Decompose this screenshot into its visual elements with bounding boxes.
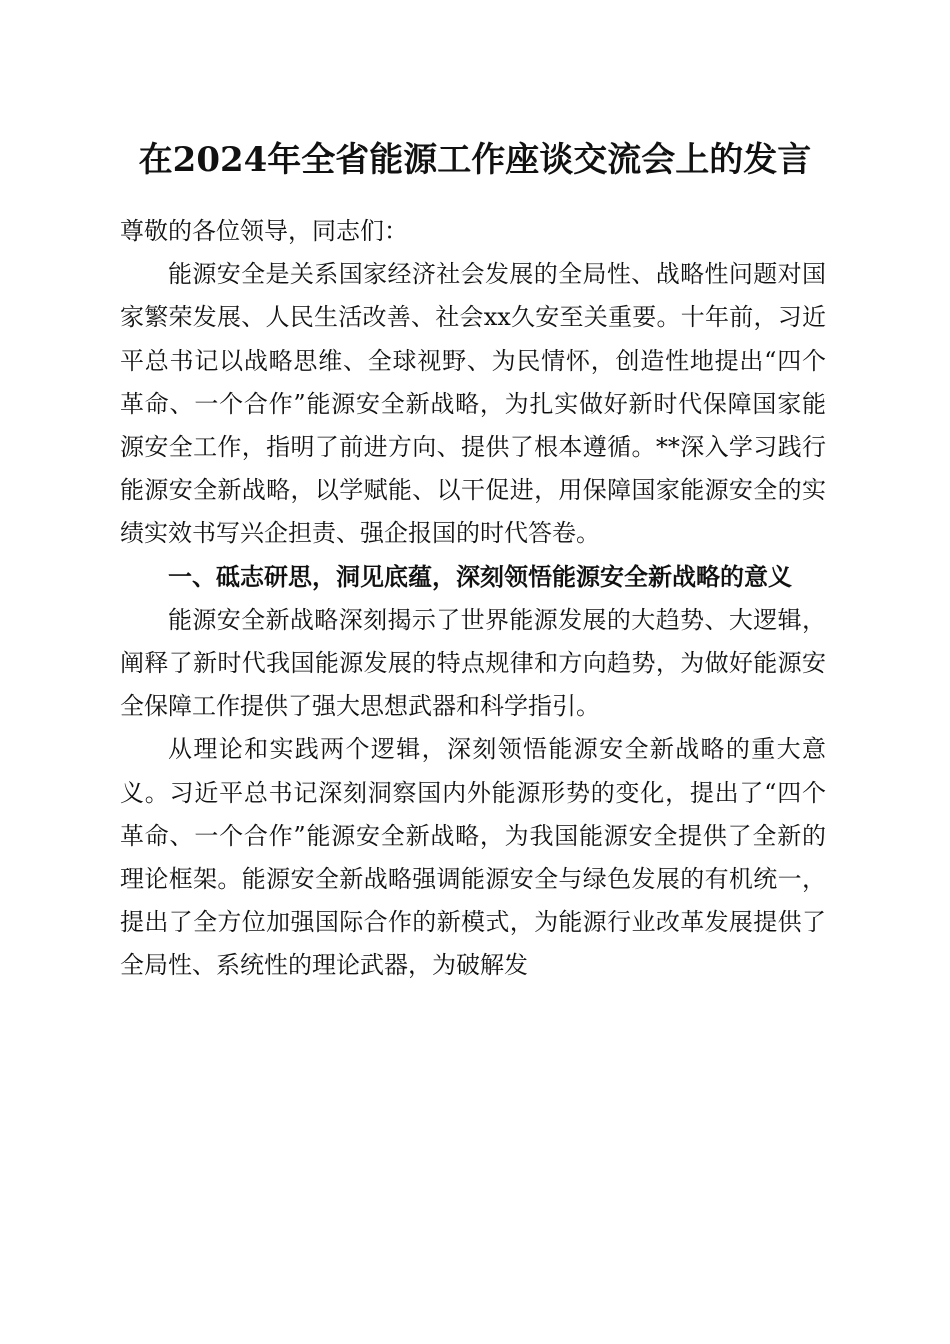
section-heading: 一、砥志研思，洞见底蕴，深刻领悟能源安全新战略的意义 bbox=[168, 562, 792, 591]
document-title: 在2024年全省能源工作座谈交流会上的发言 bbox=[138, 140, 812, 180]
salutation: 尊敬的各位领导，同志们： bbox=[120, 217, 408, 245]
section-paragraph: 从理论和实践两个逻辑，深刻领悟能源安全新战略的重大意义。习近平总书记深刻洞察国内外能源形势的变化，提出了“四个革命、一个合作”能源安全新战略，为我国能源安全提供了全新的理论框架。能源安全新战略强调能源安全与绿色发展的有机统一，提出了全方位加强国际合作的新模式，为能源行业改革发展提供了全局性、系统性的理论武器，为破解发 bbox=[120, 735, 826, 980]
intro-paragraph: 能源安全是关系国家经济社会发展的全局性、战略性问题对国家繁荣发展、人民生活改善、社会xx久安至关重要。十年前，习近平总书记以战略思维、全球视野、为民情怀，创造性地提出“四个革命、一个合作”能源安全新战略，为扎实做好新时代保障国家能源安全工作，指明了前进方向、提供了根本遵循。**深入学习践行能源安全新战略，以学赋能、以干促进，用保障国家能源安全的实绩实效书写兴企担责、强企报国的时代答卷。 bbox=[120, 260, 826, 548]
section-paragraph: 能源安全新战略深刻揭示了世界能源发展的大趋势、大逻辑，阐释了新时代我国能源发展的特点规律和方向趋势，为做好能源安全保障工作提供了强大思想武器和科学指引。 bbox=[120, 605, 826, 721]
document-body bbox=[120, 210, 826, 988]
